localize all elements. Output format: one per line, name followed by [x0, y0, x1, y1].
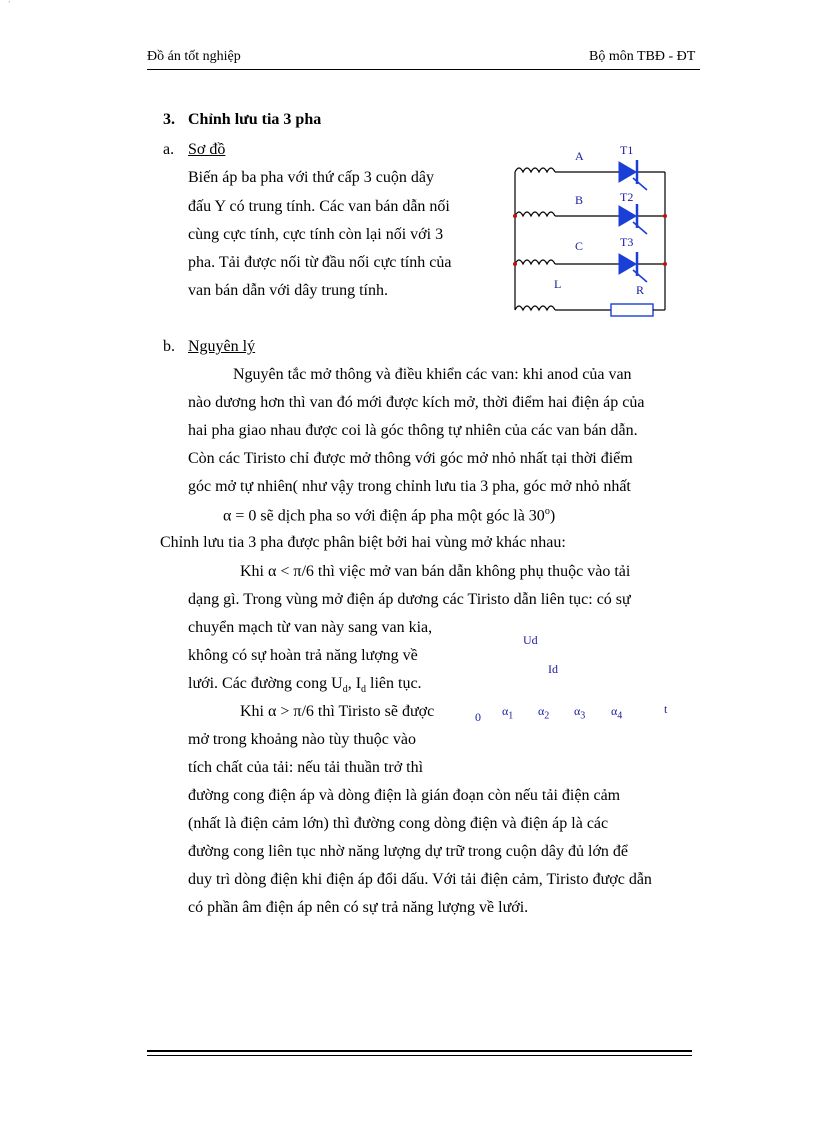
- part-a-line: van bán dẫn với dây trung tính.: [188, 282, 388, 299]
- label-l: L: [554, 277, 562, 291]
- label-a: A: [575, 149, 584, 163]
- part-a-line: pha. Tải được nối từ đầu nối cực tính của: [188, 254, 452, 271]
- case-line: đường cong điện áp và dòng điện là gián đoạn còn nếu tải điện cảm: [188, 787, 621, 804]
- junction-dot: [663, 262, 667, 266]
- coil-c: [515, 260, 555, 264]
- coil-l: [515, 306, 555, 310]
- header-rule: [147, 69, 700, 70]
- para-line: Nguyên tắc mở thông và điều khiển các van: khi anod của van: [233, 366, 632, 383]
- case-line: có phần âm điện áp nên có sự trả năng lượng về lưới.: [188, 899, 529, 916]
- circuit-diagram: [505, 140, 680, 325]
- case-line: chuyển mạch từ van này sang van kia,: [188, 619, 433, 636]
- coil-b: [515, 212, 555, 216]
- junction-dot: [663, 214, 667, 218]
- waveform-id-label: Id: [548, 662, 558, 676]
- header-right: Bộ môn TBĐ - ĐT: [589, 49, 696, 64]
- waveform-alpha-3: $\alpha_3$: [574, 704, 586, 722]
- case-line: (nhất là điện cảm lớn) thì đường cong dòng điện và điện áp là các: [188, 815, 609, 832]
- junction-dot: [513, 262, 517, 266]
- label-b: B: [575, 193, 584, 207]
- thyristor-t3: [619, 252, 647, 282]
- part-b-label: b.: [163, 338, 175, 355]
- regions-intro: Chỉnh lưu tia 3 pha được phân biệt bởi hai vùng mở khác nhau:: [160, 534, 566, 551]
- label-c: C: [575, 239, 584, 253]
- waveform-alpha-2: $\alpha_2$: [538, 704, 550, 722]
- waveform-alpha-4: $\alpha_4$: [611, 704, 623, 722]
- para-line: hai pha giao nhau được coi là góc thông tự nhiên của các van bán dẫn.: [188, 422, 638, 439]
- case-line: tích chất của tải: nếu tải thuần trở thì: [188, 759, 424, 776]
- case-line: lưới. Các đường cong $U_d$, $I_d$ liên tục.: [188, 675, 422, 696]
- case-line: mở trong khoảng nào tùy thuộc vào: [188, 731, 416, 748]
- section-number: 3.: [163, 111, 175, 128]
- waveform-t-label: t: [664, 702, 668, 716]
- waveform-alpha-1: $\alpha_1$: [502, 704, 514, 722]
- section-title: Chỉnh lưu tia 3 pha: [188, 111, 322, 128]
- thyristor-t2: [619, 204, 647, 234]
- case-line: Khi α < π/6 thì việc mở van bán dẫn không phụ thuộc vào tải: [240, 563, 631, 580]
- para-line: Còn các Tiristo chỉ được mở thông với góc mở nhỏ nhất tại thời điểm: [188, 450, 633, 467]
- thyristor-t1: [619, 160, 647, 190]
- case-line: không có sự hoàn trả năng lượng về: [188, 647, 418, 664]
- case-line: dạng gì. Trong vùng mở điện áp dương các Tiristo dẫn liên tục: có sự: [188, 591, 631, 608]
- junction-dot: [513, 214, 517, 218]
- part-a-label: a.: [163, 141, 175, 158]
- part-a-heading: Sơ đồ: [188, 141, 226, 158]
- part-a-line: cùng cực tính, cực tính còn lại nối với 3: [188, 226, 444, 243]
- header-left: Đồ án tốt nghiệp: [147, 49, 241, 64]
- case-line: đường cong liên tục nhờ năng lượng dự trữ trong cuộn dây đủ lớn để: [188, 843, 629, 860]
- para-line-last: α = 0 sẽ dịch pha so với điện áp pha một góc là 30$^o$): [223, 506, 556, 525]
- resistor-r: [611, 304, 653, 316]
- footer-rule-thin: [147, 1055, 692, 1056]
- label-t2: T2: [620, 190, 634, 204]
- part-b-heading: Nguyên lý: [188, 338, 256, 355]
- para-line: nào dương hơn thì van đó mới được kích mở, thời điểm hai điện áp của: [188, 394, 645, 411]
- part-a-line: đấu Y có trung tính. Các van bán dẫn nối: [188, 198, 450, 215]
- waveform-origin: 0: [475, 710, 481, 724]
- coil-a: [515, 168, 555, 172]
- label-t1: T1: [620, 143, 634, 157]
- footer-rule-thick: [147, 1050, 692, 1052]
- part-a-line: Biến áp ba pha với thứ cấp 3 cuộn dây: [188, 169, 434, 186]
- para-line: góc mở tự nhiên( như vậy trong chỉnh lưu tia 3 pha, góc mở nhỏ nhất: [188, 478, 631, 495]
- label-t3: T3: [620, 235, 634, 249]
- corner-mark: `: [8, 0, 11, 9]
- label-r: R: [636, 283, 645, 297]
- case-line: Khi α > π/6 thì Tiristo sẽ được: [240, 703, 435, 720]
- waveform-ud-label: Ud: [523, 633, 538, 647]
- case-line: duy trì dòng điện khi điện áp đổi dấu. Với tải điện cảm, Tiristo được dẫn: [188, 871, 652, 888]
